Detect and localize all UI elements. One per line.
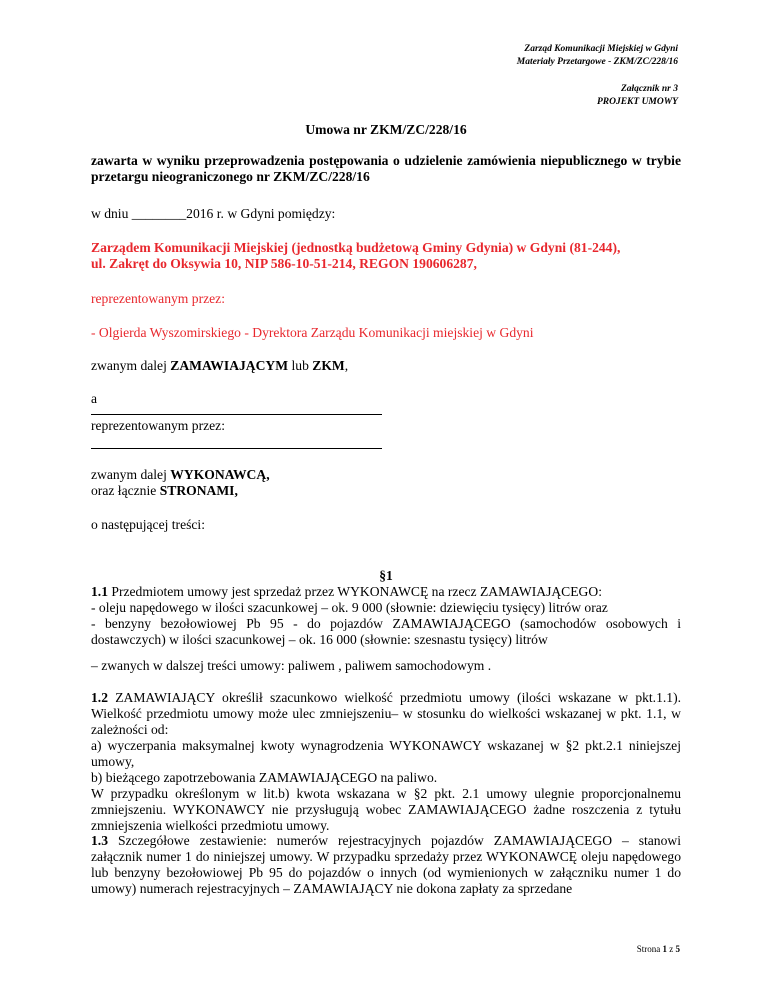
date-line: w dniu ________2016 r. w Gdyni pomiędzy: <box>91 206 336 221</box>
party2-called-prefix: zwanym dalej <box>91 467 171 482</box>
document-header <box>517 43 678 69</box>
called-abbr: ZKM <box>312 358 345 373</box>
paragraph-1-1-petrol: - benzyny bezołowiowej Pb 95 - do pojazdów ZAMAWIAJĄCEGO (samochodów osobowych i dostawczych) w ilości szacunkowej – ok. 16 000 (słownie: szesnastu tysięcy) litrów <box>91 616 681 647</box>
paragraph-1-3-text: Szczegółowe zestawienie: numerów rejestracyjnych pojazdów ZAMAWIAJĄCEGO – stanowi załącznik numer 1 do niniejszej umowy. W przypadku sprzedaży przez WYKONAWCĘ oleju napędowego lub benzyny bezołowiowej Pb 95 do pojazdów o innych (od wymienionych w załączniku numer 1 do umowy) numerach rejestracyjnych – ZAMAWIAJĄCY nie dokona zapłaty za sprzedane <box>91 833 681 896</box>
paragraph-1-1-diesel: - oleju napędowego w ilości szacunkowej – ok. 9 000 (słownie: dziewięciu tysięcy) litrów oraz <box>91 600 608 615</box>
paragraph-1-3 <box>91 833 681 897</box>
footer-page-total: 5 <box>675 944 680 954</box>
party2-called <box>91 467 681 483</box>
paragraph-1-1-number: 1.1 <box>91 584 108 599</box>
paragraph-1-1 <box>91 584 681 648</box>
party1-called <box>91 358 681 374</box>
paragraph-1-2-intro <box>91 690 681 738</box>
party2-called-name: WYKONAWCĄ, <box>170 467 270 482</box>
called-name: ZAMAWIAJĄCYM <box>170 358 289 373</box>
party1-representative: - Olgierda Wyszomirskiego - Dyrektora Zarządu Komunikacji miejskiej w Gdyni <box>91 325 534 340</box>
page-footer <box>637 944 680 954</box>
parties-jointly <box>91 483 681 499</box>
contract-title: Umowa nr ZKM/ZC/228/16 <box>305 122 467 137</box>
party2-represented: reprezentowanym przez: <box>91 418 225 433</box>
section-1-heading: §1 <box>379 568 393 583</box>
called-prefix: zwanym dalej <box>91 358 171 373</box>
and-word: a <box>91 391 98 406</box>
party2-rep-blank-line <box>91 448 382 449</box>
party1-name-line1: Zarządem Komunikacji Miejskiej (jednostką budżetową Gminy Gdynia) w Gdyni (81-244), <box>91 240 621 255</box>
party1-name <box>91 240 681 272</box>
called-mid: lub <box>288 358 313 373</box>
annex-label: Załącznik nr 3 <box>620 84 678 94</box>
annex-header <box>597 83 678 109</box>
paragraph-1-3-number: 1.3 <box>91 833 108 848</box>
party1-represented: reprezentowanym przez: <box>91 291 225 306</box>
jointly-prefix: oraz łącznie <box>91 483 160 498</box>
footer-mid: z <box>667 944 676 954</box>
paragraph-1-1-intro <box>91 584 681 600</box>
paragraph-1-2-number: 1.2 <box>91 690 108 705</box>
footer-prefix: Strona <box>636 944 663 954</box>
contract-intro: zawarta w wyniku przeprowadzenia postępowania o udzielenie zamówienia niepublicznego w trybie przetargu nieograniczonego nr ZKM/ZC/228/16 <box>91 153 681 184</box>
paragraph-1-2-c: W przypadku określonym w lit.b) kwota wskazana w §2 pkt. 2.1 umowy ulegnie proporcjonalnemu zmniejszeniu. WYKONAWCY nie przysługują wobec ZAMAWIAJĄCEGO żadne roszczenia z tytułu zmniejszenia wielkości przedmiotu umowy. <box>91 786 681 833</box>
paragraph-1-2 <box>91 690 681 834</box>
party2-name-blank-line <box>91 414 382 415</box>
paragraph-1-1-line1: Przedmiotem umowy jest sprzedaż przez WYKONAWCĘ na rzecz ZAMAWIAJĄCEGO: <box>108 584 602 599</box>
header-materials: Materiały Przetargowe - ZKM/ZC/228/16 <box>516 57 678 67</box>
paragraph-1-1-tail: – zwanych w dalszej treści umowy: paliwem , paliwem samochodowym . <box>91 658 492 673</box>
paragraph-1-2-a: a) wyczerpania maksymalnej kwoty wynagrodzenia WYKONAWCY wskazanej w §2 pkt.2.1 niniejszej umowy, <box>91 738 681 769</box>
header-institution: Zarząd Komunikacji Miejskiej w Gdyni <box>524 44 678 54</box>
paragraph-1-2-b: b) bieżącego zapotrzebowania ZAMAWIAJĄCEGO na paliwo. <box>91 770 438 785</box>
content-intro: o następującej treści: <box>91 517 205 532</box>
called-end: , <box>344 358 349 373</box>
footer-page-number: 1 <box>662 944 667 954</box>
project-label: PROJEKT UMOWY <box>596 97 678 107</box>
party1-name-line2: ul. Zakręt do Oksywia 10, NIP 586-10-51-214, REGON 190606287, <box>91 256 477 271</box>
jointly-name: STRONAMI, <box>159 483 238 498</box>
paragraph-1-2-text: ZAMAWIAJĄCY określił szacunkowo wielkość przedmiotu umowy (ilości wskazane w pkt.1.1). Wielkość przedmiotu umowy może ulec zmniejszeniu– w stosunku do wielkości wskazanej w pkt. 1.1, w zależności od: <box>91 690 681 737</box>
